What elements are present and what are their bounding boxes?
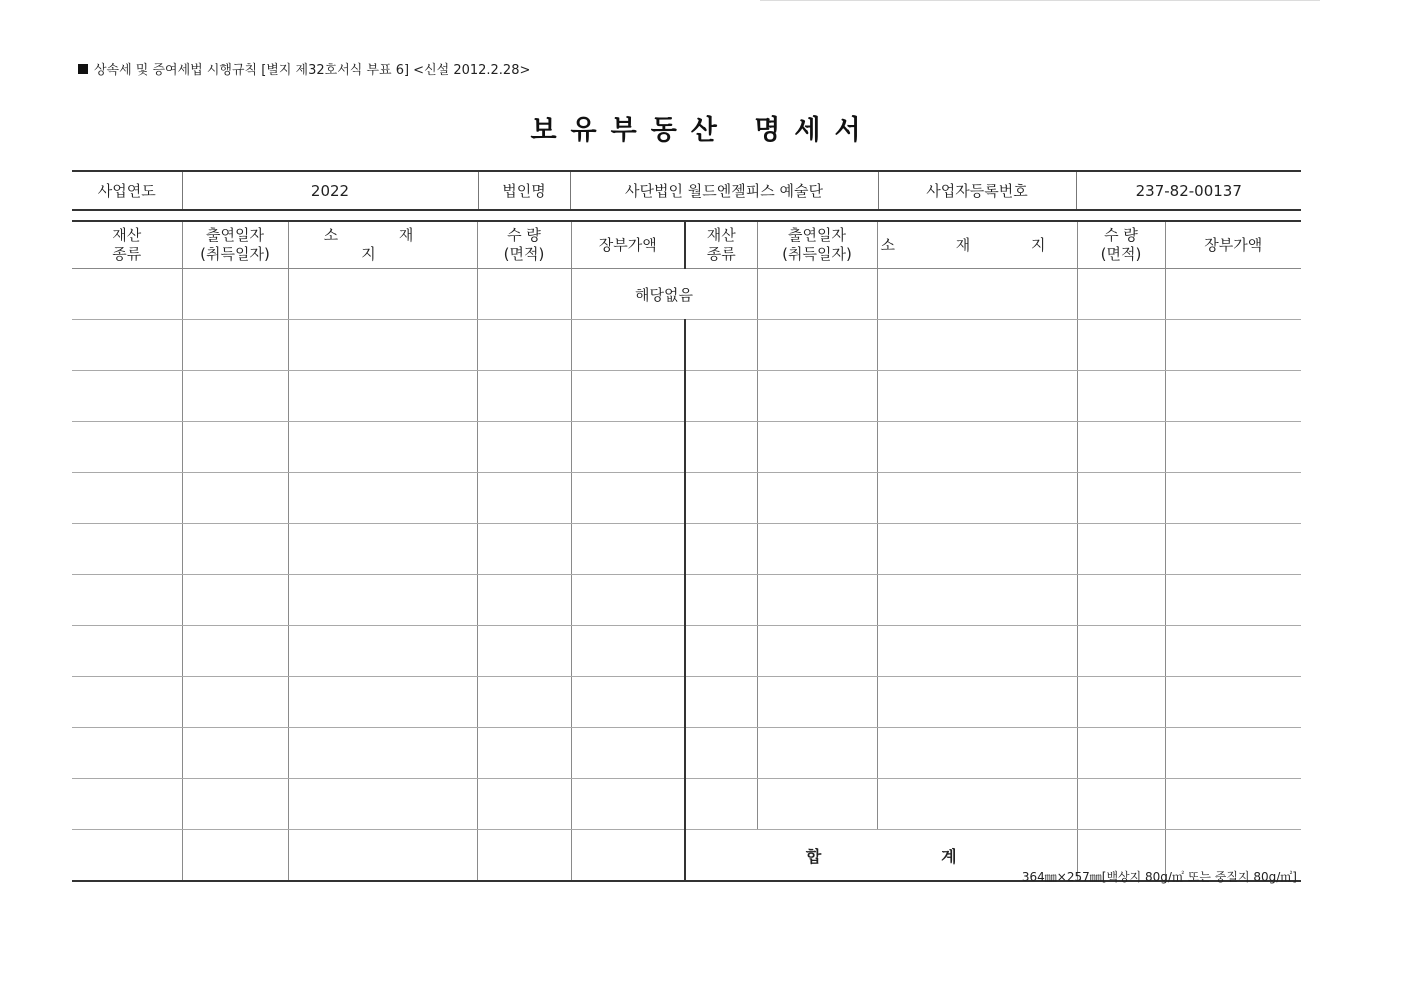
col-bookvalue-left: 장부가액 bbox=[571, 221, 685, 269]
cell bbox=[72, 269, 182, 320]
col-location-right: 소 재 지 bbox=[877, 221, 1077, 269]
table-row bbox=[72, 320, 1301, 371]
regno-value: 237-82-00137 bbox=[1076, 171, 1301, 210]
form-reference-text: 상속세 및 증여세법 시행규칙 [별지 제32호서식 부표 6] <신설 2012.2.28> bbox=[94, 63, 531, 78]
cell bbox=[182, 269, 288, 320]
total-label-cell bbox=[685, 830, 1077, 882]
header-row bbox=[72, 221, 1301, 269]
col-type-right: 재산 종류 bbox=[685, 221, 757, 269]
info-table bbox=[72, 170, 1301, 211]
col-location-left: 소 재 지 bbox=[288, 221, 477, 269]
info-row bbox=[72, 171, 1301, 210]
table-row bbox=[72, 575, 1301, 626]
cell bbox=[877, 269, 1077, 320]
table-row bbox=[72, 473, 1301, 524]
regno-label: 사업자등록번호 bbox=[878, 171, 1076, 210]
table-row bbox=[72, 269, 1301, 320]
cell bbox=[288, 269, 477, 320]
corp-name-label: 법인명 bbox=[478, 171, 570, 210]
col-quantity-right: 수 량 (면적) bbox=[1077, 221, 1165, 269]
year-value: 2022 bbox=[182, 171, 478, 210]
col-date-right: 출연일자 (취득일자) bbox=[757, 221, 877, 269]
none-notice: 해당없음 bbox=[571, 269, 757, 320]
paper-spec-note: 364㎜×257㎜[백상지 80g/㎡ 또는 중질지 80g/㎡] bbox=[1021, 870, 1297, 884]
col-quantity-left: 수 량 (면적) bbox=[477, 221, 571, 269]
year-label: 사업연도 bbox=[72, 171, 182, 210]
cell bbox=[757, 269, 877, 320]
col-date-left: 출연일자 (취득일자) bbox=[182, 221, 288, 269]
table-row bbox=[72, 371, 1301, 422]
table-row bbox=[72, 677, 1301, 728]
square-bullet-icon bbox=[78, 64, 88, 74]
total-label-char-2: 계 bbox=[941, 846, 957, 866]
property-table bbox=[72, 220, 1301, 882]
document-title: 보유부동산 명세서 bbox=[530, 115, 875, 146]
table-row bbox=[72, 524, 1301, 575]
col-type-left: 재산 종류 bbox=[72, 221, 182, 269]
corp-name-value: 사단법인 월드엔젤피스 예술단 bbox=[570, 171, 878, 210]
cell bbox=[477, 269, 571, 320]
table-row bbox=[72, 626, 1301, 677]
col-bookvalue-right: 장부가액 bbox=[1165, 221, 1301, 269]
table-row bbox=[72, 779, 1301, 830]
table-row bbox=[72, 728, 1301, 779]
scan-edge-line bbox=[760, 0, 1320, 1]
total-label-char-1: 합 bbox=[805, 846, 822, 866]
form-reference-note bbox=[78, 59, 530, 78]
table-row bbox=[72, 422, 1301, 473]
cell bbox=[1077, 269, 1165, 320]
cell bbox=[1165, 269, 1301, 320]
